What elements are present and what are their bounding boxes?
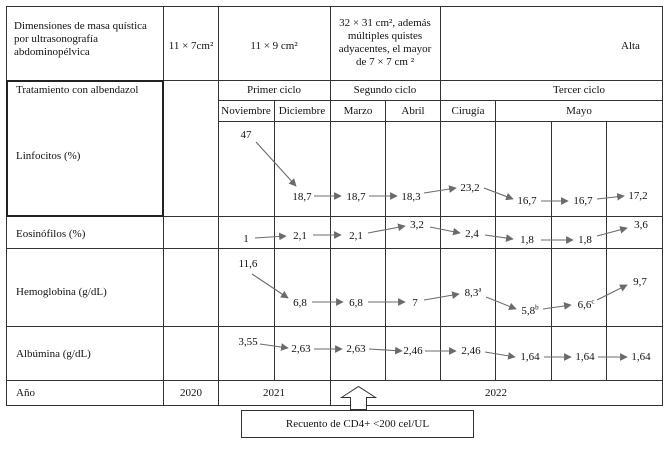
eosinofilos-value: 1 bbox=[243, 233, 249, 245]
eosinofilos-value: 1,8 bbox=[578, 234, 592, 246]
eosinofilos-value: 1,8 bbox=[520, 234, 534, 246]
eosinofilos-value: 2,1 bbox=[349, 230, 363, 242]
albumina-value: 1,64 bbox=[575, 351, 595, 363]
hemoglobina-value bbox=[520, 305, 539, 317]
row-label-albumina: Albúmina (g/dL) bbox=[16, 348, 91, 360]
eosinofilos-value: 2,1 bbox=[293, 230, 307, 242]
month-cirugia: Cirugía bbox=[451, 105, 485, 117]
hemoglobina-value: 9,7 bbox=[633, 276, 647, 288]
month-noviembre: Noviembre bbox=[221, 105, 271, 117]
hemoglobina-value-text: 8,3 bbox=[464, 287, 479, 299]
treatment-label: Tratamiento con albendazol bbox=[16, 84, 139, 96]
linfocitos-value: 23,2 bbox=[460, 182, 480, 194]
albumina-value: 1,64 bbox=[631, 351, 651, 363]
linfocitos-value: 16,7 bbox=[573, 195, 593, 207]
year-2020: 2020 bbox=[180, 387, 202, 399]
cd4-annotation-box: Recuento de CD4+ <200 cel/UL bbox=[241, 410, 474, 438]
albumina-value: 2,63 bbox=[346, 343, 366, 355]
month-marzo: Marzo bbox=[343, 105, 373, 117]
dimension-2021: 11 × 9 cm² bbox=[250, 40, 298, 52]
linfocitos-value: 47 bbox=[240, 129, 252, 141]
albumina-value: 3,55 bbox=[238, 336, 258, 348]
year-2021: 2021 bbox=[263, 387, 285, 399]
linfocitos-value: 17,2 bbox=[628, 190, 648, 202]
linfocitos-value: 18,7 bbox=[292, 191, 312, 203]
dimension-segundo-ciclo: 32 × 31 cm², además múltiples quistes adyacentes, el mayor de 7 × 7 cm ² bbox=[338, 17, 432, 68]
dimension-2020: 11 × 7cm² bbox=[168, 40, 214, 52]
eosinofilos-value: 3,6 bbox=[634, 219, 648, 231]
footnote-mark: a bbox=[478, 285, 482, 294]
dimension-alta: Alta bbox=[621, 40, 640, 52]
linfocitos-value: 18,7 bbox=[346, 191, 366, 203]
hemoglobina-value: 6,8 bbox=[349, 297, 363, 309]
cycle-1-label: Primer ciclo bbox=[246, 84, 302, 96]
eosinofilos-value: 2,4 bbox=[465, 228, 479, 240]
hemoglobina-value bbox=[464, 287, 483, 299]
albumina-value: 2,46 bbox=[461, 345, 481, 357]
cycle-2-label: Segundo ciclo bbox=[353, 84, 417, 96]
year-2022: 2022 bbox=[485, 387, 507, 399]
hemoglobina-value: 7 bbox=[412, 297, 418, 309]
hemoglobina-value-text: 6,6 bbox=[577, 299, 592, 311]
cd4-pointer-arrow bbox=[342, 387, 376, 410]
hemoglobina-value: 11,6 bbox=[238, 258, 258, 270]
month-abril: Abril bbox=[401, 105, 425, 117]
year-label: Año bbox=[16, 387, 35, 399]
label-highlight-box bbox=[7, 81, 163, 216]
month-diciembre: Diciembre bbox=[278, 105, 326, 117]
footnote-mark: b bbox=[535, 303, 539, 312]
albumina-value: 2,63 bbox=[291, 343, 311, 355]
row-label-hemoglobina: Hemoglobina (g/dL) bbox=[16, 286, 107, 298]
month-mayo: Mayo bbox=[566, 105, 592, 117]
hemoglobina-value: 6,8 bbox=[293, 297, 307, 309]
hemoglobina-value-text: 5,8 bbox=[521, 305, 536, 317]
linfocitos-value: 18,3 bbox=[401, 191, 421, 203]
cycle-3-label: Tercer ciclo bbox=[552, 84, 606, 96]
row-label-linfocitos: Linfocitos (%) bbox=[16, 150, 81, 162]
albumina-value: 1,64 bbox=[520, 351, 540, 363]
hemoglobina-value bbox=[577, 299, 596, 311]
albumina-value: 2,46 bbox=[403, 345, 423, 357]
eosinofilos-value: 3,2 bbox=[410, 219, 424, 231]
header-label: Dimensiones de masa quística por ultrasonografía abdominopélvica bbox=[14, 20, 147, 58]
row-label-eosinofilos: Eosinófilos (%) bbox=[16, 228, 86, 240]
footnote-mark: c bbox=[591, 297, 595, 306]
albumina-arrows bbox=[260, 344, 627, 357]
linfocitos-value: 16,7 bbox=[517, 195, 537, 207]
